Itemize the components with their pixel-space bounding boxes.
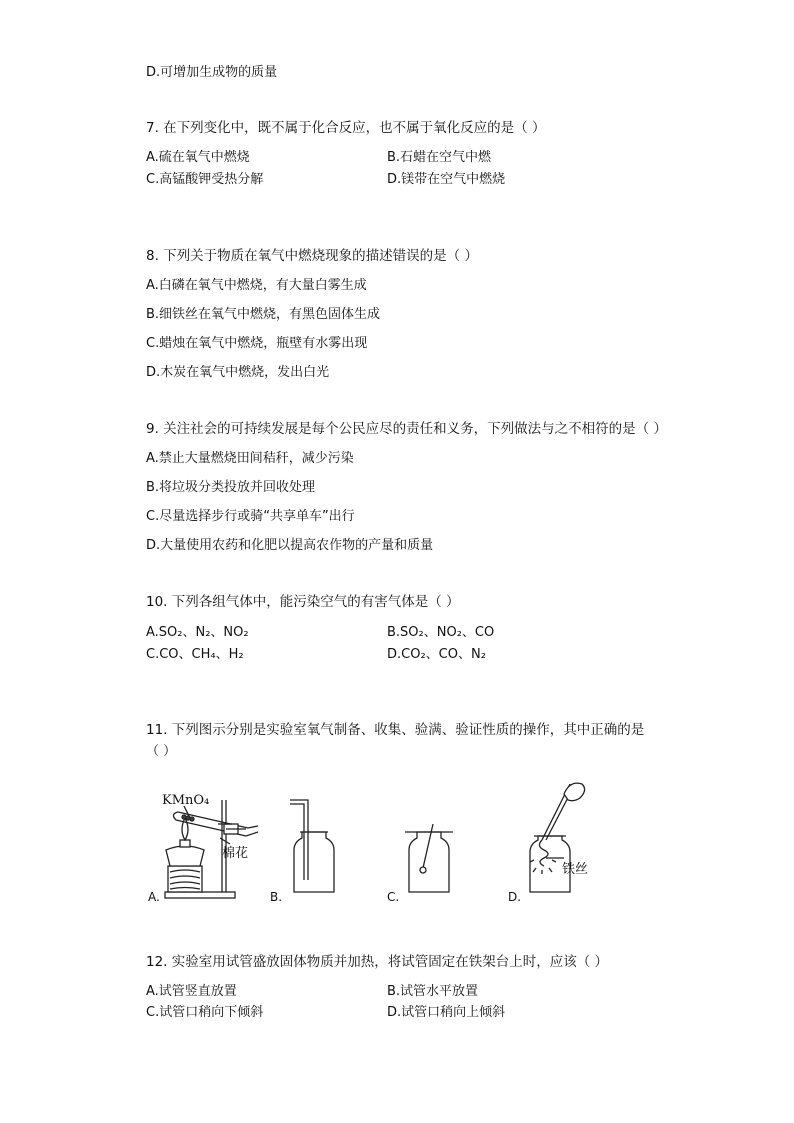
q7-option-a: A.硫在氧气中燃烧 [146,150,250,165]
figure-d-label: D. [508,890,522,904]
q11-figures [140,780,660,910]
q10-option-c: C.CO、CH₄、H₂ [146,647,244,662]
q7-option-d: D.镁带在空气中燃烧 [387,172,506,187]
q7-option-b: B.石蜡在空气中燃 [387,150,492,165]
q8-option-c: C.蜡烛在氧气中燃烧，瓶壁有水雾出现 [146,336,368,351]
cotton-label: 棉花 [222,846,249,861]
q9-option-d: D.大量使用农药和化肥以提高农作物的产量和质量 [146,538,434,553]
q7-option-c: C.高锰酸钾受热分解 [146,172,264,187]
q7-title: 7. 在下列变化中，既不属于化合反应，也不属于氧化反应的是（ ） [146,120,546,136]
figure-d-iron-wire-combustion [512,780,622,910]
q8-option-a: A.白磷在氧气中燃烧，有大量白雾生成 [146,278,367,293]
q12-option-a: A.试管竖直放置 [146,984,237,999]
q10-title: 10. 下列各组气体中，能污染空气的有害气体是（ ） [146,594,460,610]
q9-option-c: C.尽量选择步行或骑“共享单车”出行 [146,509,355,524]
q8-option-b: B.细铁丝在氧气中燃烧，有黑色固体生成 [146,307,381,322]
kmno4-label: KMnO₄ [162,793,210,808]
figure-b-label: B. [270,890,283,904]
q9-option-b: B.将垃圾分类投放并回收处理 [146,480,316,495]
q12-option-b: B.试管水平放置 [387,984,479,999]
q12-option-c: C.试管口稍向下倾斜 [146,1005,264,1020]
figure-c-label: C. [387,890,400,904]
figure-c-verify-full [395,780,475,910]
q9-option-a: A.禁止大量燃烧田间秸秆，减少污染 [146,451,354,466]
q6-option-d: D.可增加生成物的质量 [146,65,278,80]
iron-wire-label: 铁丝 [562,862,589,877]
q9-title: 9. 关注社会的可持续发展是每个公民应尽的责任和义务，下列做法与之不相符的是（ ） [146,421,667,437]
q10-option-d: D.CO₂、CO、N₂ [387,647,486,662]
q10-option-a: A.SO₂、N₂、NO₂ [146,625,249,640]
q12-title: 12. 实验室用试管盛放固体物质并加热，将试管固定在铁架台上时，应该（ ） [146,954,609,970]
figure-b-collection-bottle [280,780,360,910]
q11-title: 11. 下列图示分别是实验室氧气制备、收集、验满、验证性质的操作，其中正确的是 [146,722,645,738]
q8-option-d: D.木炭在氧气中燃烧，发出白光 [146,365,330,380]
q8-title: 8. 下列关于物质在氧气中燃烧现象的描述错误的是（ ） [146,248,478,264]
figure-a-label: A. [148,890,160,904]
q11-title-continued: （ ） [146,744,177,759]
q10-option-b: B.SO₂、NO₂、CO [387,625,495,640]
q12-option-d: D.试管口稍向上倾斜 [387,1005,506,1020]
